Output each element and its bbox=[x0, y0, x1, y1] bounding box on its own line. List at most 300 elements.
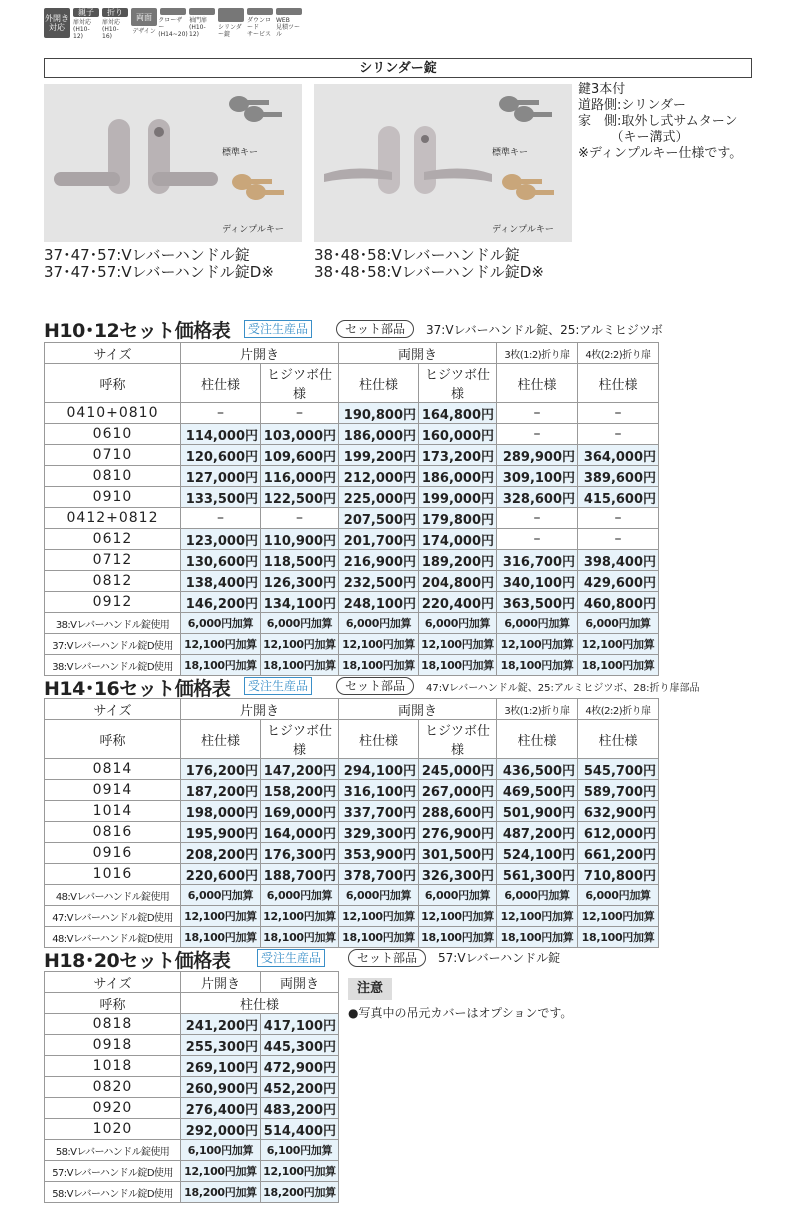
price-cell: 524,100円 bbox=[497, 843, 578, 864]
feature-icon-caption: 扉対応 (H10-12) bbox=[73, 19, 92, 40]
price-cell: 248,100円 bbox=[339, 592, 419, 613]
price-cell: 255,300円 bbox=[181, 1035, 261, 1056]
option-label: 37:Vレバーハンドル錠D使用 bbox=[45, 634, 181, 655]
option-surcharge: 18,100円加算 bbox=[261, 655, 339, 676]
price-cell: – bbox=[578, 424, 659, 445]
spec-header: ヒジツボ仕様 bbox=[261, 364, 339, 403]
feature-icon bbox=[73, 8, 99, 38]
feature-icon-box bbox=[247, 8, 273, 15]
size-cell: 0820 bbox=[45, 1077, 181, 1098]
price-cell: 173,200円 bbox=[419, 445, 497, 466]
price-cell: 207,500円 bbox=[339, 508, 419, 529]
price-cell: 186,000円 bbox=[339, 424, 419, 445]
section-title-bar: シリンダー錠 bbox=[44, 58, 752, 78]
table-header-row bbox=[45, 699, 659, 720]
made-to-order-badge-3: 受注生産品 bbox=[257, 949, 325, 967]
option-surcharge: 6,000円加算 bbox=[419, 885, 497, 906]
table-header-row bbox=[45, 993, 339, 1014]
feature-icon-caption: クローザー (H14~20) bbox=[158, 17, 188, 38]
price-cell: 309,100円 bbox=[497, 466, 578, 487]
option-surcharge: 18,100円加算 bbox=[419, 655, 497, 676]
price-cell: 187,200円 bbox=[181, 780, 261, 801]
option-surcharge: 18,100円加算 bbox=[181, 927, 261, 948]
table2-title: H14･16セット価格表 bbox=[44, 678, 231, 700]
lever-handle-photo-37 bbox=[44, 84, 302, 242]
spec-header: 柱仕様 bbox=[497, 364, 578, 403]
feature-icon-box: 外開き 対応 bbox=[44, 8, 70, 38]
feature-icon-caption: デザイン bbox=[132, 28, 156, 35]
single-door-header: 片開き bbox=[181, 972, 261, 993]
option-surcharge: 18,100円加算 bbox=[578, 655, 659, 676]
size-cell: 0712 bbox=[45, 550, 181, 571]
price-cell: 561,300円 bbox=[497, 864, 578, 885]
price-cell: 174,000円 bbox=[419, 529, 497, 550]
price-cell: – bbox=[497, 424, 578, 445]
price-cell: 364,000円 bbox=[578, 445, 659, 466]
table-row bbox=[45, 403, 659, 424]
size-cell: 0916 bbox=[45, 843, 181, 864]
option-surcharge: 18,100円加算 bbox=[497, 927, 578, 948]
price-cell: 545,700円 bbox=[578, 759, 659, 780]
table-row bbox=[45, 550, 659, 571]
standard-key-label-right: 標準キー bbox=[492, 148, 529, 158]
lock-note-line: ※ディンプルキー仕様です。 bbox=[578, 146, 743, 161]
caption-right-2: 38･48･58:Vレバーハンドル錠D※ bbox=[314, 263, 544, 281]
feature-icon-caption: ダウンロード サービス bbox=[247, 17, 272, 38]
price-cell: 133,500円 bbox=[181, 487, 261, 508]
price-cell: – bbox=[497, 403, 578, 424]
table1-title: H10･12セット価格表 bbox=[44, 320, 231, 342]
price-cell: 199,000円 bbox=[419, 487, 497, 508]
size-cell: 0912 bbox=[45, 592, 181, 613]
set-parts-label-2: セット部品 bbox=[336, 677, 414, 695]
price-cell: 328,600円 bbox=[497, 487, 578, 508]
double-door-header: 両開き bbox=[339, 699, 497, 720]
lock-note-line: 家 側:取外し式サムターン bbox=[578, 114, 738, 129]
price-cell: 269,100円 bbox=[181, 1056, 261, 1077]
table-row bbox=[45, 592, 659, 613]
set-parts-text-1: 37:Vレバーハンドル錠、25:アルミヒジツボ bbox=[426, 323, 663, 337]
option-surcharge: 12,100円加算 bbox=[419, 634, 497, 655]
option-surcharge: 18,100円加算 bbox=[419, 927, 497, 948]
price-cell: – bbox=[497, 508, 578, 529]
standard-key-label-left: 標準キー bbox=[222, 148, 259, 158]
price-cell: 189,200円 bbox=[419, 550, 497, 571]
spec-header: 柱仕様 bbox=[339, 720, 419, 759]
fold4-header: 4枚(2:2)折り扉 bbox=[578, 343, 659, 364]
option-surcharge: 6,000円加算 bbox=[419, 613, 497, 634]
size-cell: 0914 bbox=[45, 780, 181, 801]
set-parts-text-2: 47:Vレバーハンドル錠、25:アルミヒジツボ、28:折り扉部品 bbox=[426, 683, 700, 694]
price-cell: 514,400円 bbox=[261, 1119, 339, 1140]
size-cell: 0810 bbox=[45, 466, 181, 487]
price-cell: – bbox=[181, 508, 261, 529]
price-cell: – bbox=[578, 403, 659, 424]
price-cell: 188,700円 bbox=[261, 864, 339, 885]
caption-left-1: 37･47･57:Vレバーハンドル錠 bbox=[44, 246, 250, 264]
feature-icon-box: 両面 bbox=[131, 8, 157, 26]
double-door-header: 両開き bbox=[261, 972, 339, 993]
price-cell: 445,300円 bbox=[261, 1035, 339, 1056]
size-cell: 0814 bbox=[45, 759, 181, 780]
option-surcharge: 6,000円加算 bbox=[339, 613, 419, 634]
set-parts-text-3: 57:Vレバーハンドル錠 bbox=[438, 951, 561, 965]
name-header: 呼称 bbox=[45, 993, 181, 1014]
price-cell: 122,500円 bbox=[261, 487, 339, 508]
size-header: サイズ bbox=[45, 972, 181, 993]
option-surcharge: 6,100円加算 bbox=[261, 1140, 339, 1161]
feature-icon-box: 親子 bbox=[73, 8, 99, 17]
feature-icon-strip bbox=[44, 8, 302, 38]
price-cell: 103,000円 bbox=[261, 424, 339, 445]
spec-header: 柱仕様 bbox=[578, 720, 659, 759]
table-row bbox=[45, 1077, 339, 1098]
feature-icon-caption: シリンダー錠 bbox=[218, 24, 242, 38]
price-cell: – bbox=[497, 529, 578, 550]
price-cell: 267,000円 bbox=[419, 780, 497, 801]
table-header-row bbox=[45, 972, 339, 993]
size-cell: 0918 bbox=[45, 1035, 181, 1056]
table-row bbox=[45, 529, 659, 550]
option-surcharge: 6,000円加算 bbox=[261, 885, 339, 906]
set-parts-label-1: セット部品 bbox=[336, 320, 414, 338]
table-header-row bbox=[45, 343, 659, 364]
price-cell: 123,000円 bbox=[181, 529, 261, 550]
size-cell: 0710 bbox=[45, 445, 181, 466]
price-cell: 710,800円 bbox=[578, 864, 659, 885]
price-table-h14-16 bbox=[44, 698, 659, 948]
option-surcharge: 18,200円加算 bbox=[181, 1182, 261, 1203]
table-row bbox=[45, 1035, 339, 1056]
option-surcharge: 18,100円加算 bbox=[339, 655, 419, 676]
price-cell: 316,100円 bbox=[339, 780, 419, 801]
price-cell: 220,400円 bbox=[419, 592, 497, 613]
price-cell: 632,900円 bbox=[578, 801, 659, 822]
feature-icon bbox=[189, 8, 215, 38]
price-cell: 127,000円 bbox=[181, 466, 261, 487]
table-row bbox=[45, 487, 659, 508]
price-cell: 469,500円 bbox=[497, 780, 578, 801]
size-cell: 0816 bbox=[45, 822, 181, 843]
option-surcharge: 12,100円加算 bbox=[578, 906, 659, 927]
price-cell: 326,300円 bbox=[419, 864, 497, 885]
option-surcharge: 12,100円加算 bbox=[497, 634, 578, 655]
price-cell: 389,600円 bbox=[578, 466, 659, 487]
option-surcharge: 6,000円加算 bbox=[261, 613, 339, 634]
price-cell: 245,000円 bbox=[419, 759, 497, 780]
price-table-h10-12 bbox=[44, 342, 659, 676]
option-row bbox=[45, 885, 659, 906]
feature-icon-box bbox=[218, 8, 244, 22]
feature-icon bbox=[218, 8, 244, 38]
table-row bbox=[45, 508, 659, 529]
name-header: 呼称 bbox=[45, 364, 181, 403]
price-cell: 204,800円 bbox=[419, 571, 497, 592]
table-row bbox=[45, 1098, 339, 1119]
option-surcharge: 12,100円加算 bbox=[261, 1161, 339, 1182]
size-cell: 1018 bbox=[45, 1056, 181, 1077]
option-surcharge: 6,000円加算 bbox=[497, 613, 578, 634]
price-cell: 190,800円 bbox=[339, 403, 419, 424]
price-cell: 294,100円 bbox=[339, 759, 419, 780]
spec-header: ヒジツボ仕様 bbox=[419, 364, 497, 403]
dimple-key-label-left: ディンプルキー bbox=[222, 225, 284, 235]
table-header-row bbox=[45, 364, 659, 403]
price-cell: 176,300円 bbox=[261, 843, 339, 864]
spec-header: 柱仕様 bbox=[181, 993, 339, 1014]
single-door-header: 片開き bbox=[181, 699, 339, 720]
spec-header: 柱仕様 bbox=[181, 720, 261, 759]
price-cell: 378,700円 bbox=[339, 864, 419, 885]
size-cell: 0812 bbox=[45, 571, 181, 592]
feature-icon-box: 折り bbox=[102, 8, 128, 17]
table-row bbox=[45, 1119, 339, 1140]
option-surcharge: 18,100円加算 bbox=[181, 655, 261, 676]
size-header: サイズ bbox=[45, 699, 181, 720]
price-cell: 195,900円 bbox=[181, 822, 261, 843]
table-row bbox=[45, 759, 659, 780]
price-cell: – bbox=[261, 508, 339, 529]
price-cell: 329,300円 bbox=[339, 822, 419, 843]
size-cell: 0612 bbox=[45, 529, 181, 550]
price-cell: – bbox=[578, 529, 659, 550]
table-row bbox=[45, 843, 659, 864]
option-surcharge: 6,100円加算 bbox=[181, 1140, 261, 1161]
option-row bbox=[45, 1182, 339, 1203]
option-surcharge: 6,000円加算 bbox=[578, 613, 659, 634]
price-cell: 164,000円 bbox=[261, 822, 339, 843]
price-cell: 340,100円 bbox=[497, 571, 578, 592]
dimple-key-label-right: ディンプルキー bbox=[492, 225, 554, 235]
set-parts-label-3: セット部品 bbox=[348, 949, 426, 967]
price-cell: 612,000円 bbox=[578, 822, 659, 843]
price-cell: 429,600円 bbox=[578, 571, 659, 592]
option-label: 57:Vレバーハンドル錠D使用 bbox=[45, 1161, 181, 1182]
price-cell: 114,000円 bbox=[181, 424, 261, 445]
option-row bbox=[45, 906, 659, 927]
option-surcharge: 12,100円加算 bbox=[339, 634, 419, 655]
price-cell: 160,000円 bbox=[419, 424, 497, 445]
table-row bbox=[45, 1056, 339, 1077]
price-cell: 417,100円 bbox=[261, 1014, 339, 1035]
lock-note-line: 道路側:シリンダー bbox=[578, 98, 686, 113]
option-surcharge: 18,100円加算 bbox=[578, 927, 659, 948]
price-cell: 501,900円 bbox=[497, 801, 578, 822]
option-surcharge: 12,100円加算 bbox=[181, 634, 261, 655]
price-cell: 661,200円 bbox=[578, 843, 659, 864]
option-label: 48:Vレバーハンドル錠使用 bbox=[45, 885, 181, 906]
size-header: サイズ bbox=[45, 343, 181, 364]
price-cell: 589,700円 bbox=[578, 780, 659, 801]
lock-notes bbox=[578, 82, 788, 162]
price-cell: 398,400円 bbox=[578, 550, 659, 571]
option-label: 38:Vレバーハンドル錠使用 bbox=[45, 613, 181, 634]
option-surcharge: 18,200円加算 bbox=[261, 1182, 339, 1203]
price-cell: 198,000円 bbox=[181, 801, 261, 822]
feature-icon-caption: WEB 見積ツール bbox=[276, 17, 301, 38]
lock-note-line: （キー溝式） bbox=[578, 130, 689, 145]
price-cell: 483,200円 bbox=[261, 1098, 339, 1119]
price-cell: 301,500円 bbox=[419, 843, 497, 864]
made-to-order-badge-2: 受注生産品 bbox=[244, 677, 312, 695]
spec-header: 柱仕様 bbox=[339, 364, 419, 403]
option-surcharge: 12,100円加算 bbox=[578, 634, 659, 655]
price-cell: 415,600円 bbox=[578, 487, 659, 508]
price-cell: – bbox=[578, 508, 659, 529]
price-cell: 120,600円 bbox=[181, 445, 261, 466]
size-cell: 0910 bbox=[45, 487, 181, 508]
size-cell: 1016 bbox=[45, 864, 181, 885]
option-row bbox=[45, 655, 659, 676]
option-surcharge: 6,000円加算 bbox=[339, 885, 419, 906]
single-door-header: 片開き bbox=[181, 343, 339, 364]
caption-left-2: 37･47･57:Vレバーハンドル錠D※ bbox=[44, 263, 274, 281]
option-surcharge: 18,100円加算 bbox=[497, 655, 578, 676]
feature-icon-caption: 袖門扉 (H10-12) bbox=[189, 17, 208, 38]
price-cell: 146,200円 bbox=[181, 592, 261, 613]
fold3-header: 3枚(1:2)折り扉 bbox=[497, 699, 578, 720]
option-surcharge: 12,100円加算 bbox=[419, 906, 497, 927]
price-cell: 134,100円 bbox=[261, 592, 339, 613]
price-cell: 147,200円 bbox=[261, 759, 339, 780]
table-row bbox=[45, 822, 659, 843]
price-cell: 110,900円 bbox=[261, 529, 339, 550]
spec-header: ヒジツボ仕様 bbox=[419, 720, 497, 759]
spec-header: ヒジツボ仕様 bbox=[261, 720, 339, 759]
price-cell: 130,600円 bbox=[181, 550, 261, 571]
lever-handle-photo-38 bbox=[314, 84, 572, 242]
price-cell: 460,800円 bbox=[578, 592, 659, 613]
lever-handle-38-illustration bbox=[314, 84, 572, 242]
lever-handle-37-illustration bbox=[44, 84, 302, 242]
table-row bbox=[45, 1014, 339, 1035]
price-cell: 118,500円 bbox=[261, 550, 339, 571]
made-to-order-badge-1: 受注生産品 bbox=[244, 320, 312, 338]
price-cell: 208,200円 bbox=[181, 843, 261, 864]
option-surcharge: 12,100円加算 bbox=[339, 906, 419, 927]
price-cell: 353,900円 bbox=[339, 843, 419, 864]
price-cell: 472,900円 bbox=[261, 1056, 339, 1077]
option-label: 58:Vレバーハンドル錠使用 bbox=[45, 1140, 181, 1161]
option-surcharge: 6,000円加算 bbox=[497, 885, 578, 906]
price-cell: 169,000円 bbox=[261, 801, 339, 822]
feature-icon-box bbox=[160, 8, 186, 15]
table-header-row bbox=[45, 720, 659, 759]
table-row bbox=[45, 466, 659, 487]
price-cell: 176,200円 bbox=[181, 759, 261, 780]
price-cell: 109,600円 bbox=[261, 445, 339, 466]
table-row bbox=[45, 780, 659, 801]
lock-note-line: 鍵3本付 bbox=[578, 82, 626, 97]
price-cell: 164,800円 bbox=[419, 403, 497, 424]
feature-icon bbox=[44, 8, 70, 38]
feature-icon-caption: 扉対応 (H10-16) bbox=[102, 19, 121, 40]
option-surcharge: 12,100円加算 bbox=[261, 634, 339, 655]
feature-icon bbox=[247, 8, 273, 38]
price-cell: 487,200円 bbox=[497, 822, 578, 843]
price-cell: 199,200円 bbox=[339, 445, 419, 466]
price-cell: 212,000円 bbox=[339, 466, 419, 487]
size-cell: 1020 bbox=[45, 1119, 181, 1140]
option-surcharge: 18,100円加算 bbox=[339, 927, 419, 948]
option-surcharge: 6,000円加算 bbox=[578, 885, 659, 906]
table-row bbox=[45, 801, 659, 822]
feature-icon bbox=[131, 8, 157, 38]
option-row bbox=[45, 927, 659, 948]
feature-icon-box bbox=[189, 8, 215, 15]
option-surcharge: 18,100円加算 bbox=[261, 927, 339, 948]
option-row bbox=[45, 634, 659, 655]
price-cell: 225,000円 bbox=[339, 487, 419, 508]
price-cell: 216,900円 bbox=[339, 550, 419, 571]
price-cell: 260,900円 bbox=[181, 1077, 261, 1098]
option-surcharge: 6,000円加算 bbox=[181, 885, 261, 906]
option-label: 47:Vレバーハンドル錠D使用 bbox=[45, 906, 181, 927]
price-cell: 116,000円 bbox=[261, 466, 339, 487]
price-cell: 363,500円 bbox=[497, 592, 578, 613]
price-cell: 316,700円 bbox=[497, 550, 578, 571]
spec-header: 柱仕様 bbox=[578, 364, 659, 403]
price-cell: 232,500円 bbox=[339, 571, 419, 592]
table-row bbox=[45, 445, 659, 466]
price-cell: – bbox=[181, 403, 261, 424]
price-cell: 289,900円 bbox=[497, 445, 578, 466]
option-row bbox=[45, 1140, 339, 1161]
feature-icon bbox=[102, 8, 128, 38]
price-cell: 158,200円 bbox=[261, 780, 339, 801]
option-surcharge: 12,100円加算 bbox=[181, 906, 261, 927]
option-surcharge: 12,100円加算 bbox=[261, 906, 339, 927]
caution-heading: 注意 bbox=[348, 978, 392, 1000]
price-cell: 201,700円 bbox=[339, 529, 419, 550]
price-cell: 292,000円 bbox=[181, 1119, 261, 1140]
option-surcharge: 6,000円加算 bbox=[181, 613, 261, 634]
size-cell: 0610 bbox=[45, 424, 181, 445]
caption-right-1: 38･48･58:Vレバーハンドル錠 bbox=[314, 246, 520, 264]
spec-header: 柱仕様 bbox=[497, 720, 578, 759]
feature-icon-box bbox=[276, 8, 302, 15]
size-cell: 0818 bbox=[45, 1014, 181, 1035]
price-cell: 220,600円 bbox=[181, 864, 261, 885]
price-cell: 179,800円 bbox=[419, 508, 497, 529]
size-cell: 0410+0810 bbox=[45, 403, 181, 424]
feature-icon bbox=[160, 8, 186, 38]
caution-text: ●写真中の吊元カバーはオプションです。 bbox=[348, 1006, 573, 1020]
option-row bbox=[45, 613, 659, 634]
table-row bbox=[45, 424, 659, 445]
option-row bbox=[45, 1161, 339, 1182]
price-cell: 452,200円 bbox=[261, 1077, 339, 1098]
price-cell: 241,200円 bbox=[181, 1014, 261, 1035]
option-surcharge: 12,100円加算 bbox=[497, 906, 578, 927]
table3-title: H18･20セット価格表 bbox=[44, 950, 231, 972]
option-label: 48:Vレバーハンドル錠D使用 bbox=[45, 927, 181, 948]
spec-header: 柱仕様 bbox=[181, 364, 261, 403]
price-cell: 436,500円 bbox=[497, 759, 578, 780]
feature-icon bbox=[276, 8, 302, 38]
fold4-header: 4枚(2:2)折り扉 bbox=[578, 699, 659, 720]
price-cell: 276,400円 bbox=[181, 1098, 261, 1119]
price-cell: 138,400円 bbox=[181, 571, 261, 592]
size-cell: 0920 bbox=[45, 1098, 181, 1119]
price-cell: 337,700円 bbox=[339, 801, 419, 822]
price-cell: 288,600円 bbox=[419, 801, 497, 822]
option-surcharge: 12,100円加算 bbox=[181, 1161, 261, 1182]
price-table-h18-20 bbox=[44, 971, 339, 1203]
name-header: 呼称 bbox=[45, 720, 181, 759]
table-row bbox=[45, 571, 659, 592]
size-cell: 0412+0812 bbox=[45, 508, 181, 529]
